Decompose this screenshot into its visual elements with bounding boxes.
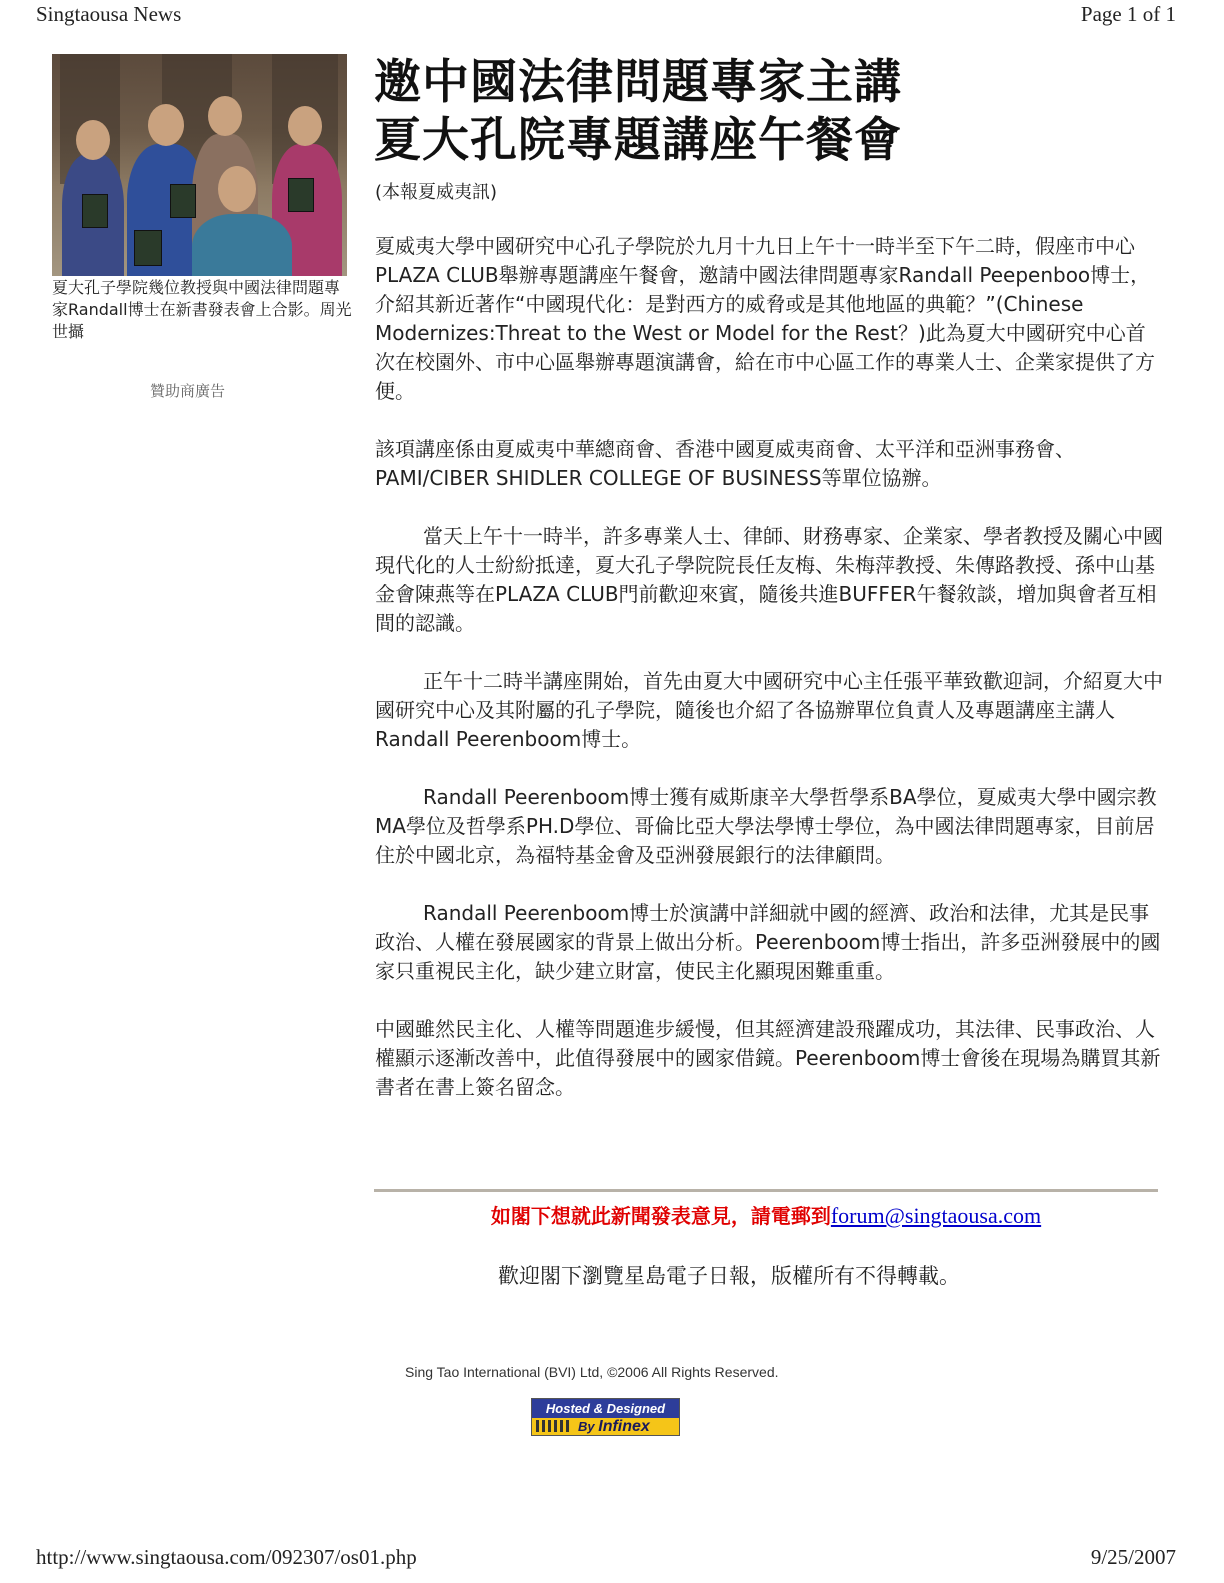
article-paragraph: 該項講座係由夏威夷中華總商會、香港中國夏威夷商會、太平洋和亞洲事務會、PAMI/CIBER SHIDLER COLLEGE OF BUSINESS等單位協辦。 — [375, 437, 1075, 490]
sponsor-ad-label: 贊助商廣告 — [150, 382, 226, 400]
host-logo-top-text: Hosted & Designed — [532, 1399, 679, 1418]
article-dateline: (本報夏威夷訊) — [375, 182, 498, 203]
print-footer-date: 9/25/2007 — [1090, 1545, 1176, 1569]
copyright-notice: Sing Tao International (BVI) Ltd, ©2006 All Rights Reserved. — [405, 1364, 779, 1380]
article-body — [375, 232, 1165, 1131]
article-paragraph: Randall Peerenboom博士獲有威斯康辛大學哲學系BA學位，夏威夷大學中國宗教MA學位及哲學系PH.D學位、哥倫比亞大學法學博士學位，為中國法律問題專家，目前居住於中國北京，為福特基金會及亞洲發展銀行的法律顧問。 — [375, 785, 1157, 867]
print-footer-url: http://www.singtaousa.com/092307/os01.php — [36, 1545, 417, 1569]
print-header-page-number: Page 1 of 1 — [1080, 2, 1176, 26]
news-photo — [52, 54, 347, 276]
article-paragraph: Randall Peerenboom博士於演講中詳細就中國的經濟、政治和法律，尤其是民事政治、人權在發展國家的背景上做出分析。Peerenboom博士指出，許多亞洲發展中的國家只重視民主化，缺少建立財富，使民主化顯現困難重重。 — [375, 901, 1161, 983]
host-logo-bottom — [532, 1418, 679, 1435]
welcome-notice: 歡迎閣下瀏覽星島電子日報，版權所有不得轉載。 — [498, 1264, 960, 1288]
headline-line-2: 夏大孔院專題講座午餐會 — [374, 113, 902, 168]
print-header-site: Singtaousa News — [36, 2, 182, 26]
headline-line-1: 邀中國法律問題專家主講 — [374, 55, 902, 110]
article-paragraph: 正午十二時半講座開始，首先由夏大中國研究中心主任張平華致歡迎詞，介紹夏大中國研究中心及其附屬的孔子學院，隨後也介紹了各協辦單位負責人及專題講座主講人Randall Peerenboom博士。 — [375, 669, 1163, 751]
host-logo-name: Infinex — [598, 1418, 650, 1435]
article-headline — [374, 54, 994, 170]
article-paragraph: 夏威夷大學中國研究中心孔子學院於九月十九日上午十一時半至下午二時，假座市中心PLAZA CLUB舉辦專題講座午餐會，邀請中國法律問題專家Randall Peepenboo博士，介紹其新近著作“中國現代化：是對西方的威脅或是其他地區的典範？”(Chinese Modernizes:Threat to the West or Model for the Rest？)此為夏大中國研究中心首次在校園外、市中心區舉辦專題演講會，給在市中心區工作的專業人士、企業家提供了方便。 — [375, 234, 1155, 403]
article-paragraph: 當天上午十一時半，許多專業人士、律師、財務專家、企業家、學者教授及關心中國現代化的人士紛紛抵達，夏大孔子學院院長任友梅、朱梅萍教授、朱傳路教授、孫中山基金會陳燕等在PLAZA CLUB門前歡迎來賓，隨後共進BUFFER午餐敘談，增加與會者互相間的認識。 — [375, 524, 1163, 635]
forum-notice — [374, 1200, 1158, 1229]
photo-caption: 夏大孔子學院幾位教授與中國法律問題專家Randall博士在新書發表會上合影。周光世攝 — [52, 278, 352, 341]
divider — [374, 1189, 1158, 1192]
article-paragraph: 中國雖然民主化、人權等問題進步緩慢，但其經濟建設飛躍成功，其法律、民事政治、人權顯示逐漸改善中，此值得發展中的國家借鏡。Peerenboom博士會後在現場為購買其新書者在書上簽名留念。 — [375, 1017, 1161, 1099]
forum-email-link[interactable]: forum@singtaousa.com — [830, 1203, 1042, 1228]
infinex-mark-icon — [536, 1420, 570, 1432]
host-logo-by: By — [578, 1419, 595, 1434]
infinex-host-logo[interactable] — [531, 1398, 680, 1436]
forum-notice-text: 如閣下想就此新聞發表意見，請電郵到 — [490, 1204, 831, 1228]
